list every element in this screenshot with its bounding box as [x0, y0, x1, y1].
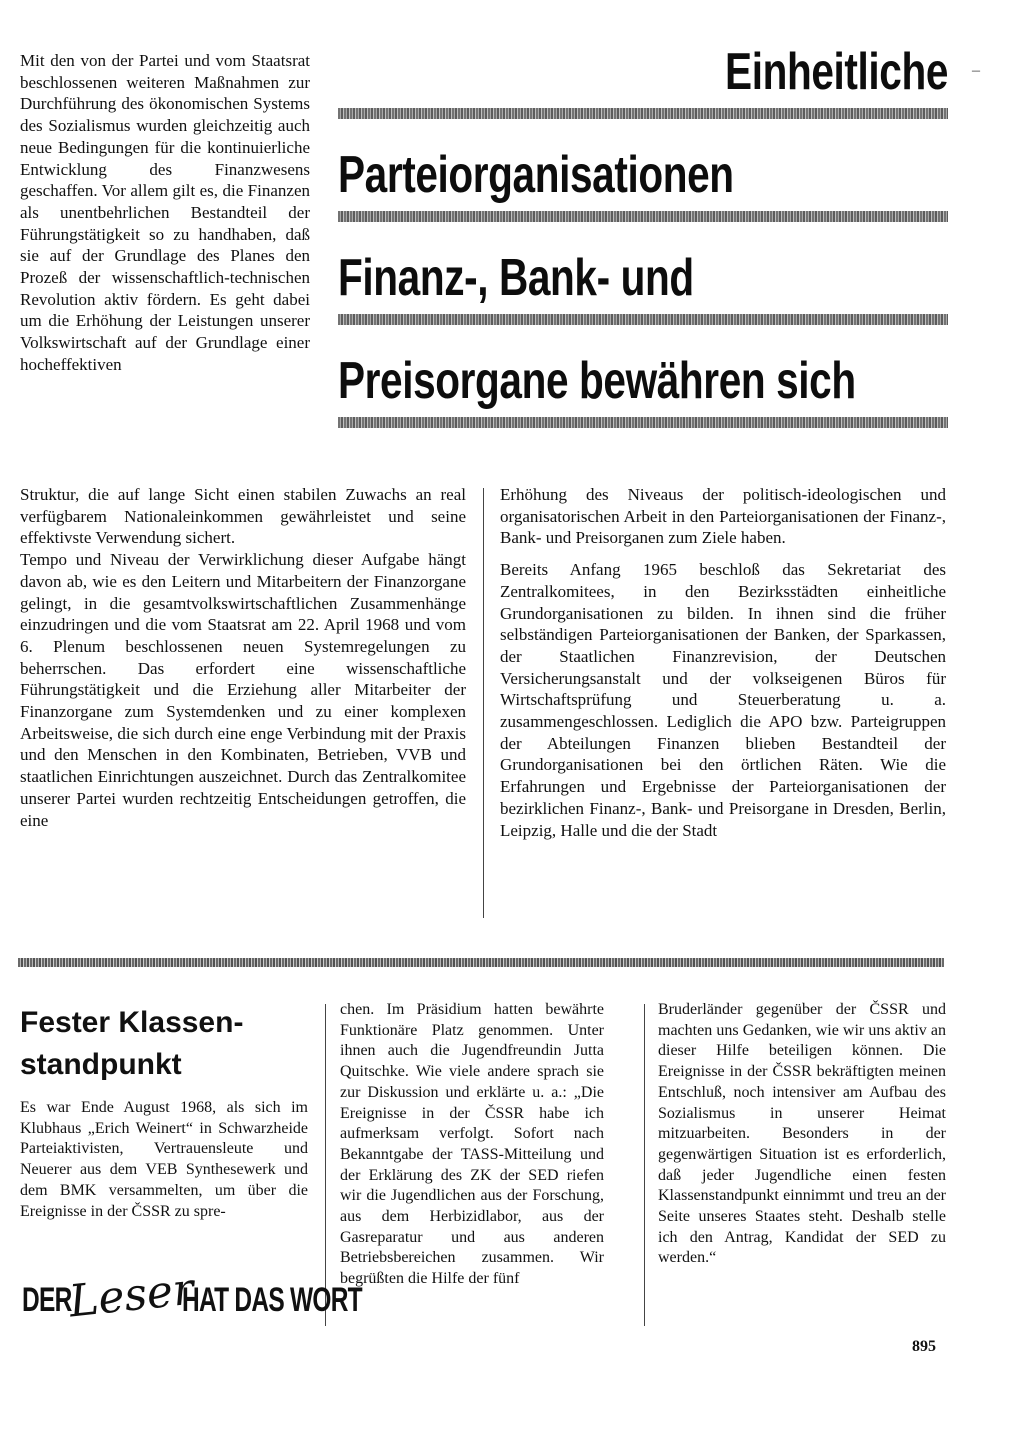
letter-right-column: Bruderländer gegenüber der ČSSR und machten uns Gedanken, wie wir uns aktiv an dieser Hilfe beteiligen können. Die Ereignisse in der ČSSR bekräftigten meinen Entschluß, noch intensiver am Aufbau des Sozialismus in unserer Heimat mitzuarbeiten. Besonders in der gegenwärtigen Situation ist es erforderlich, daß jeder Jugendliche einen festen Klassenstandpunkt einnimmt und treu an der Seite unseres Staates steht. Deshalb stelle ich den Antrag, Kandidat der SED zu werden.“ — [658, 1001, 946, 1267]
letter-title: Fester Klassenstandpunkt — [20, 1006, 244, 1081]
column-logo — [22, 1263, 362, 1330]
article-right-column — [500, 484, 946, 851]
headline-line-3: Finanz-, Bank- und — [338, 249, 694, 307]
article-right-paragraph-1: Erhöhung des Niveaus der politisch-ideologischen und organisatorischen Arbeit in den Parteiorganisationen der Finanz-, Bank- und Preisorganen zum Ziele haben. — [500, 485, 946, 548]
headline-line-4: Preisorgane bewähren sich — [338, 352, 856, 410]
page-number: 895 — [912, 1338, 936, 1355]
headline-rule — [338, 314, 948, 325]
logo-script-leser: Leser — [66, 1263, 197, 1327]
logo-word-der: DER — [22, 1280, 72, 1319]
column-divider — [325, 1004, 326, 1326]
article-left-paragraph-1: Struktur, die auf lange Sicht einen stabilen Zuwachs an real verfügbarem Nationaleinkommen gewährleistet und seine effektivste Verwendung sichert. — [20, 485, 466, 548]
headline-rule — [338, 211, 948, 222]
column-divider — [483, 488, 484, 918]
article-left-column — [20, 484, 466, 831]
headline-rule — [338, 417, 948, 428]
article-intro-text: Mit den von der Partei und vom Staatsrat beschlossenen weiteren Maßnahmen zur Durchführung des ökonomischen Systems des Sozialismus wurden gleichzeitig auch neue Bedingungen für die kontinuierliche Entwicklung des Finanzwesens geschaffen. Vor allem gilt es, die Finanzen als unentbehrlichen Bestandteil der Führungstätigkeit so zu handhaben, daß sie auf der Grundlage des Planes den Prozeß der wissenschaftlich-technischen Revolution aktiv fördern. Es geht dabei um die Erhöhung der Leistungen unserer Volkswirtschaft auf der Grundlage einer hocheffektiven — [20, 51, 310, 374]
article-intro — [20, 50, 310, 376]
article-headline — [338, 44, 948, 428]
letter-middle-column: chen. Im Präsidium hatten bewährte Funktionäre Platz genommen. Unter ihnen auch die Jugendfreundin Jutta Quitschke. Wie viele andere sprach sie zur Diskussion und erklärte u. a.: „Die Ereignisse in der ČSSR habe ich aufmerksam verfolgt. Sofort nach Bekanntgabe der TASS-Mitteilung und der Erklärung des ZK der SED riefen wir die Jugendlichen aus der Forschung, aus dem Herbizidlabor, aus der Gasreparatur und aus anderen Betriebsbereichen zusammen. Wir begrüßten die Hilfe der fünf — [340, 1001, 604, 1288]
headline-line-1: Einheitliche — [725, 43, 948, 101]
section-divider — [18, 958, 944, 967]
article-left-paragraph-2: Tempo und Niveau der Verwirklichung dieser Aufgabe hängt davon ab, wie es den Leitern und Mitarbeitern der Finanzorgane gelingt, in die gesamtvolkswirtschaftlichen Zusammenhänge einzudringen und die vom Staatsrat am 22. April 1968 und vom 6. Plenum beschlossenen neuen Systemregelungen zu beherrschen. Das erfordert eine wissenschaftliche Führungstätigkeit und die Erziehung aller Mitarbeiter der Finanzorgane zum Systemdenken und zu einer komplexen Arbeitsweise, die sich durch eine enge Verbindung mit der Praxis und den Menschen in den Kombinaten, Betrieben, VVB und staatlichen Einrichtungen auszeichnet. Durch das Zentralkomitee unserer Partei wurden rechtzeitig Entscheidungen getroffen, die eine — [20, 550, 466, 830]
article-right-paragraph-2: Bereits Anfang 1965 beschloß das Sekretariat des Zentralkomitees, in den Bezirksstädten einheitliche Grundorganisationen zu bilden. In ihnen sind die früher selbständigen Parteiorganisationen der Banken, der Sparkassen, der Staatlichen Finanzrevision, der Deutschen Versicherungsanstalt und der volkseigenen Büros für Wirtschaftsprüfung und Steuerberatung u. a. zusammengeschlossen. Lediglich die APO bzw. Parteigruppen der Abteilungen Finanzen blieben Bestandteil der Grundorganisationen bei den örtlichen Räten. Wie die Erfahrungen und Ergebnisse der Parteiorganisationen der bezirklichen Finanz-, Bank- und Preisorgane in Dresden, Berlin, Leipzig, Halle und die der Stadt — [500, 560, 946, 840]
column-divider — [644, 1004, 645, 1326]
margin-mark: – — [972, 62, 980, 79]
logo-word-hat-das-wort: HAT DAS WORT — [181, 1280, 362, 1319]
letter-intro: Es war Ende August 1968, als sich im Klubhaus „Erich Weinert“ in Schwarzheide Parteiaktivisten, Vertrauensleute und Neuerer aus dem VEB Synthesewerk und dem BMK versammelten, um über die Ereignisse in der ČSSR zu spre- — [20, 1099, 308, 1220]
headline-line-2: Parteiorganisationen — [338, 146, 734, 204]
headline-rule — [338, 108, 948, 119]
